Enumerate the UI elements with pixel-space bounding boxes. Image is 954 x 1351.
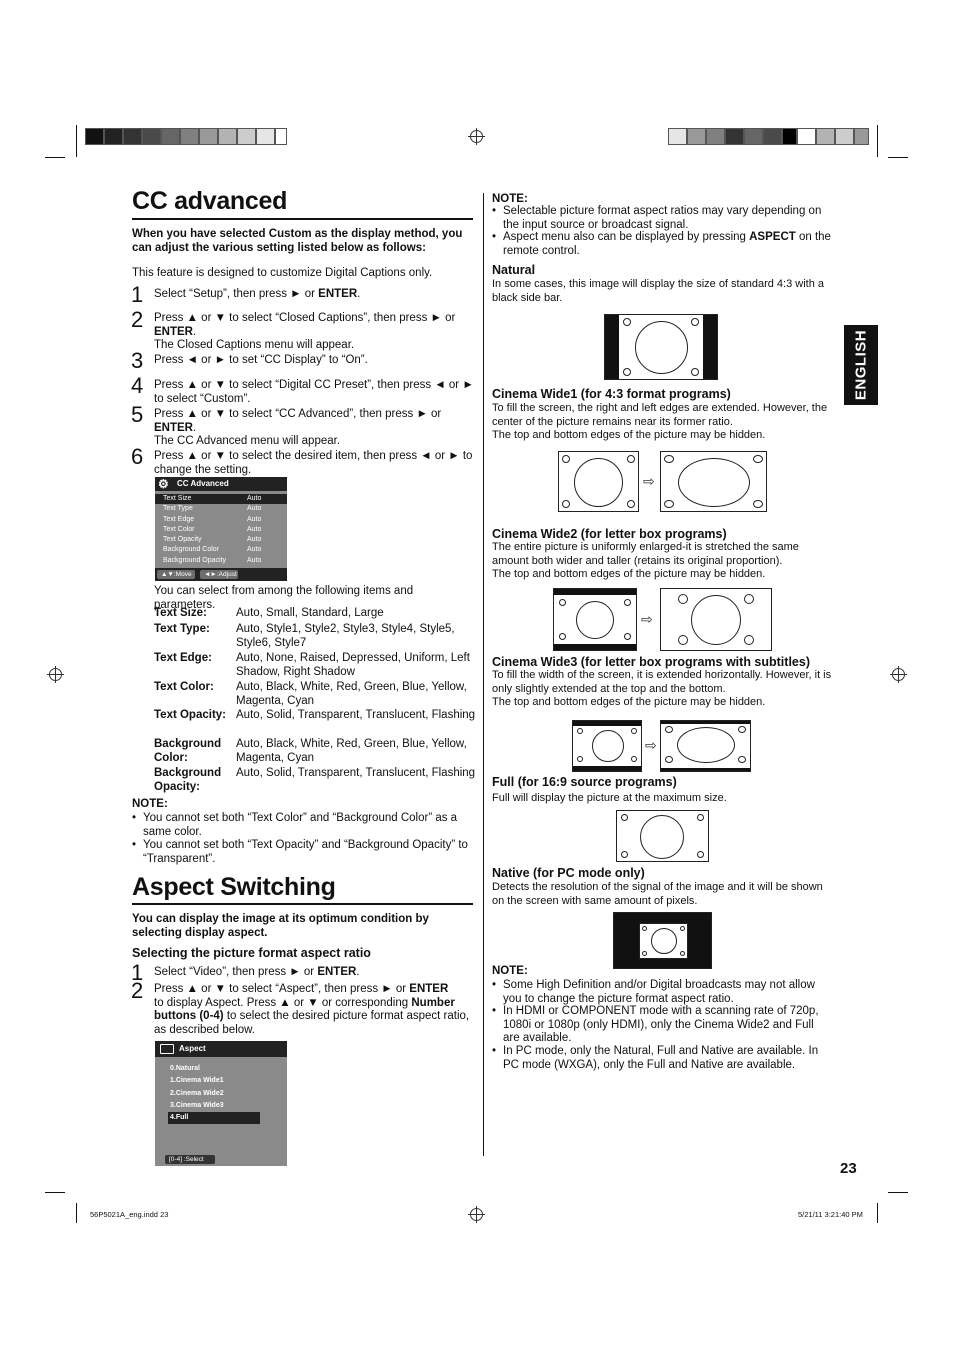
mode-title: Cinema Wide1 (for 4:3 format programs) (492, 387, 731, 401)
param-label: Background Opacity: (154, 767, 222, 793)
mode-desc: To fill the width of the screen, it is extended horizontally. However, it is only slightly extended at the top and the bottom. The top and bottom edges of the picture may be hidden. (492, 669, 832, 708)
mode-desc: In some cases, this image will display the size of standard 4:3 with a black side bar. (492, 278, 824, 304)
param-value: Auto, Solid, Transparent, Translucent, Flashing (236, 709, 476, 721)
leftright-icon: ◄► (204, 571, 217, 578)
cc-intro: This feature is designed to customize Digital Captions only. (132, 267, 433, 279)
step-text: Select “Video”, then press ► or ENTER. (154, 966, 360, 978)
param-value: Auto, Style1, Style2, Style3, Style4, Style5, Style6, Style7 (236, 623, 455, 649)
page-number: 23 (840, 1160, 857, 1177)
updown-icon: ▲▼ (161, 571, 174, 578)
menu-title: CC Advanced (177, 479, 229, 488)
registration-mark-right (892, 668, 905, 681)
mode-desc: To fill the screen, the right and left edges are extended. However, the center of the picture remains near its former ratio. The top and bottom edges of the picture may be hidden. (492, 402, 828, 441)
column-divider (483, 193, 484, 1156)
right-note3-title: NOTE: (492, 965, 528, 977)
full-diagram (616, 810, 709, 862)
param-label: Text Size: (154, 607, 207, 619)
menu-row: Text Opacity Auto (163, 536, 262, 544)
cinema-wide1-after (660, 451, 767, 512)
aspect-subhead: Selecting the picture format aspect ratio (132, 946, 371, 960)
cc-intro-bold: When you have selected Custom as the display method, you can adjust the various setting listed below as follows: (132, 228, 463, 254)
menu-header (155, 1041, 287, 1057)
cinema-wide3-before (572, 720, 642, 772)
step-text: Press ▲ or ▼ to select “Aspect”, then press ► or ENTER to display Aspect. Press ▲ or ▼ or corresponding Number buttons (0-4) to select the desired picture format aspect ratio, as described below. (154, 983, 470, 1036)
adjust-hint: ◄►:Adjust (200, 570, 238, 579)
menu-header (155, 477, 287, 491)
param-label: Text Opacity: (154, 709, 226, 721)
arrow-right-icon: ⇨ (645, 737, 657, 753)
footer-date: 5/21/11 3:21:40 PM (798, 1210, 863, 1219)
param-value: Auto, Black, White, Red, Green, Blue, Yellow, Magenta, Cyan (236, 681, 467, 707)
menu-row: Background Opacity Auto (163, 556, 262, 564)
cc-title: CC advanced (132, 187, 288, 215)
aspect-title-rule (132, 903, 473, 905)
step-text: Select “Setup”, then press ► or ENTER. (154, 288, 361, 300)
param-value: Auto, Small, Standard, Large (236, 607, 384, 619)
step-text: Press ◄ or ► to set “CC Display” to “On”. (154, 354, 368, 366)
mode-desc: The entire picture is uniformly enlarged-it is stretched the same amount both wider and taller (retains its original proportion). The top and bottom edges of the picture may be hidden. (492, 541, 799, 580)
cc-note: • You cannot set both “Text Color” and “Background Color” as a same color. (143, 812, 475, 839)
param-label: Text Type: (154, 623, 210, 635)
menu-row: Text Color Auto (163, 525, 262, 533)
aspect-menu (155, 1041, 287, 1166)
step-number: 2 (131, 307, 144, 332)
step-number: 5 (131, 402, 144, 427)
mode-desc: Detects the resolution of the signal of the image and it will be shown on the screen with same amount of pixels. (492, 881, 823, 907)
param-label: Text Edge: (154, 652, 212, 664)
mode-title: Cinema Wide3 (for letter box programs with subtitles) (492, 655, 810, 669)
step-number: 1 (131, 282, 144, 307)
right-note-title: NOTE: (492, 193, 528, 205)
arrow-right-icon: ⇨ (641, 611, 653, 627)
step-number: 6 (131, 444, 144, 469)
param-value: Auto, Solid, Transparent, Translucent, Flashing (236, 767, 476, 779)
cc-note-title: NOTE: (132, 798, 168, 810)
language-tab-label: ENGLISH (852, 329, 870, 401)
aspect-title: Aspect Switching (132, 873, 336, 901)
aspect-option: 1.Cinema Wide1 (170, 1077, 224, 1085)
language-tab (844, 325, 878, 405)
menu-footer (155, 568, 287, 581)
step-number: 2 (131, 978, 144, 1003)
cinema-wide3-after (660, 720, 751, 772)
gear-icon: ⚙ (158, 477, 169, 491)
cinema-wide2-before (553, 588, 637, 651)
mode-desc: Full will display the picture at the maximum size. (492, 792, 727, 804)
mode-title: Full (for 16:9 source programs) (492, 775, 677, 789)
aspect-option: 3.Cinema Wide3 (170, 1101, 224, 1109)
cc-title-rule (132, 218, 473, 220)
step-number: 1 (131, 960, 144, 985)
natural-diagram (604, 314, 718, 380)
mode-title: Native (for PC mode only) (492, 866, 645, 880)
registration-mark-left (49, 668, 62, 681)
right-note3: • In HDMI or COMPONENT mode with a scanning rate of 720p, 1080i or 1080p (only HDMI), only the Cinema Wide2 and Full are available. (503, 1005, 833, 1046)
move-hint: ▲▼:Move (157, 570, 195, 579)
cc-advanced-menu (155, 477, 287, 581)
arrow-right-icon: ⇨ (643, 473, 655, 489)
right-note3: • In PC mode, only the Natural, Full and Native are available. In PC mode (WXGA), only the Full and Native are available. (503, 1045, 833, 1072)
step-text: Press ▲ or ▼ to select the desired item, then press ◄ or ► to change the setting. (154, 450, 473, 476)
right-note: • Selectable picture format aspect ratios may vary depending on the input source or broadcast signal. (503, 205, 833, 232)
step-text: Press ▲ or ▼ to select “Closed Captions”, then press ► or ENTER. The Closed Captions menu will appear. (154, 312, 456, 351)
aspect-option-selected: 4.Full (168, 1112, 260, 1124)
param-label: Text Color: (154, 681, 214, 693)
right-note: • Aspect menu also can be displayed by pressing ASPECT on the remote control. (503, 231, 833, 258)
right-note3: • Some High Definition and/or Digital broadcasts may not allow you to change the picture format aspect ratio. (503, 979, 833, 1006)
footer-file: 56P5021A_eng.indd 23 (90, 1210, 169, 1219)
aspect-intro-bold: You can display the image at its optimum condition by selecting display aspect. (132, 913, 429, 939)
aspect-option: 0.Natural (170, 1065, 200, 1072)
step-number: 3 (131, 348, 144, 373)
menu-row: Background Color Auto (163, 546, 262, 554)
select-text: You can select from among the following items and parameters. (154, 585, 414, 611)
select-hint: [0-4] :Select (165, 1155, 215, 1164)
registration-mark-top (470, 130, 483, 143)
param-value: Auto, None, Raised, Depressed, Uniform, Left Shadow, Right Shadow (236, 652, 470, 678)
step-number: 4 (131, 373, 144, 398)
mode-title: Cinema Wide2 (for letter box programs) (492, 527, 727, 541)
tv-icon (160, 1044, 174, 1054)
cinema-wide1-before (558, 451, 639, 512)
step-text: Press ▲ or ▼ to select “Digital CC Preset”, then press ◄ or ► to select “Custom”. (154, 379, 474, 405)
menu-row: Text Edge Auto (163, 515, 262, 523)
registration-mark-bottom (470, 1208, 483, 1221)
mode-title: Natural (492, 263, 536, 277)
param-label: Background Color: (154, 738, 222, 764)
menu-title: Aspect (179, 1044, 206, 1053)
param-value: Auto, Black, White, Red, Green, Blue, Yellow, Magenta, Cyan (236, 738, 467, 764)
menu-footer (155, 1153, 287, 1166)
menu-row: Text Size Auto (155, 494, 287, 504)
cc-note: • You cannot set both “Text Opacity” and “Background Opacity” to “Transparent”. (143, 839, 475, 866)
native-diagram (613, 912, 712, 969)
cinema-wide2-after (660, 588, 772, 651)
aspect-option: 2.Cinema Wide2 (170, 1089, 224, 1097)
step-text: Press ▲ or ▼ to select “CC Advanced”, then press ► or ENTER. The CC Advanced menu will appear. (154, 408, 442, 447)
menu-row: Text Type Auto (163, 505, 262, 513)
